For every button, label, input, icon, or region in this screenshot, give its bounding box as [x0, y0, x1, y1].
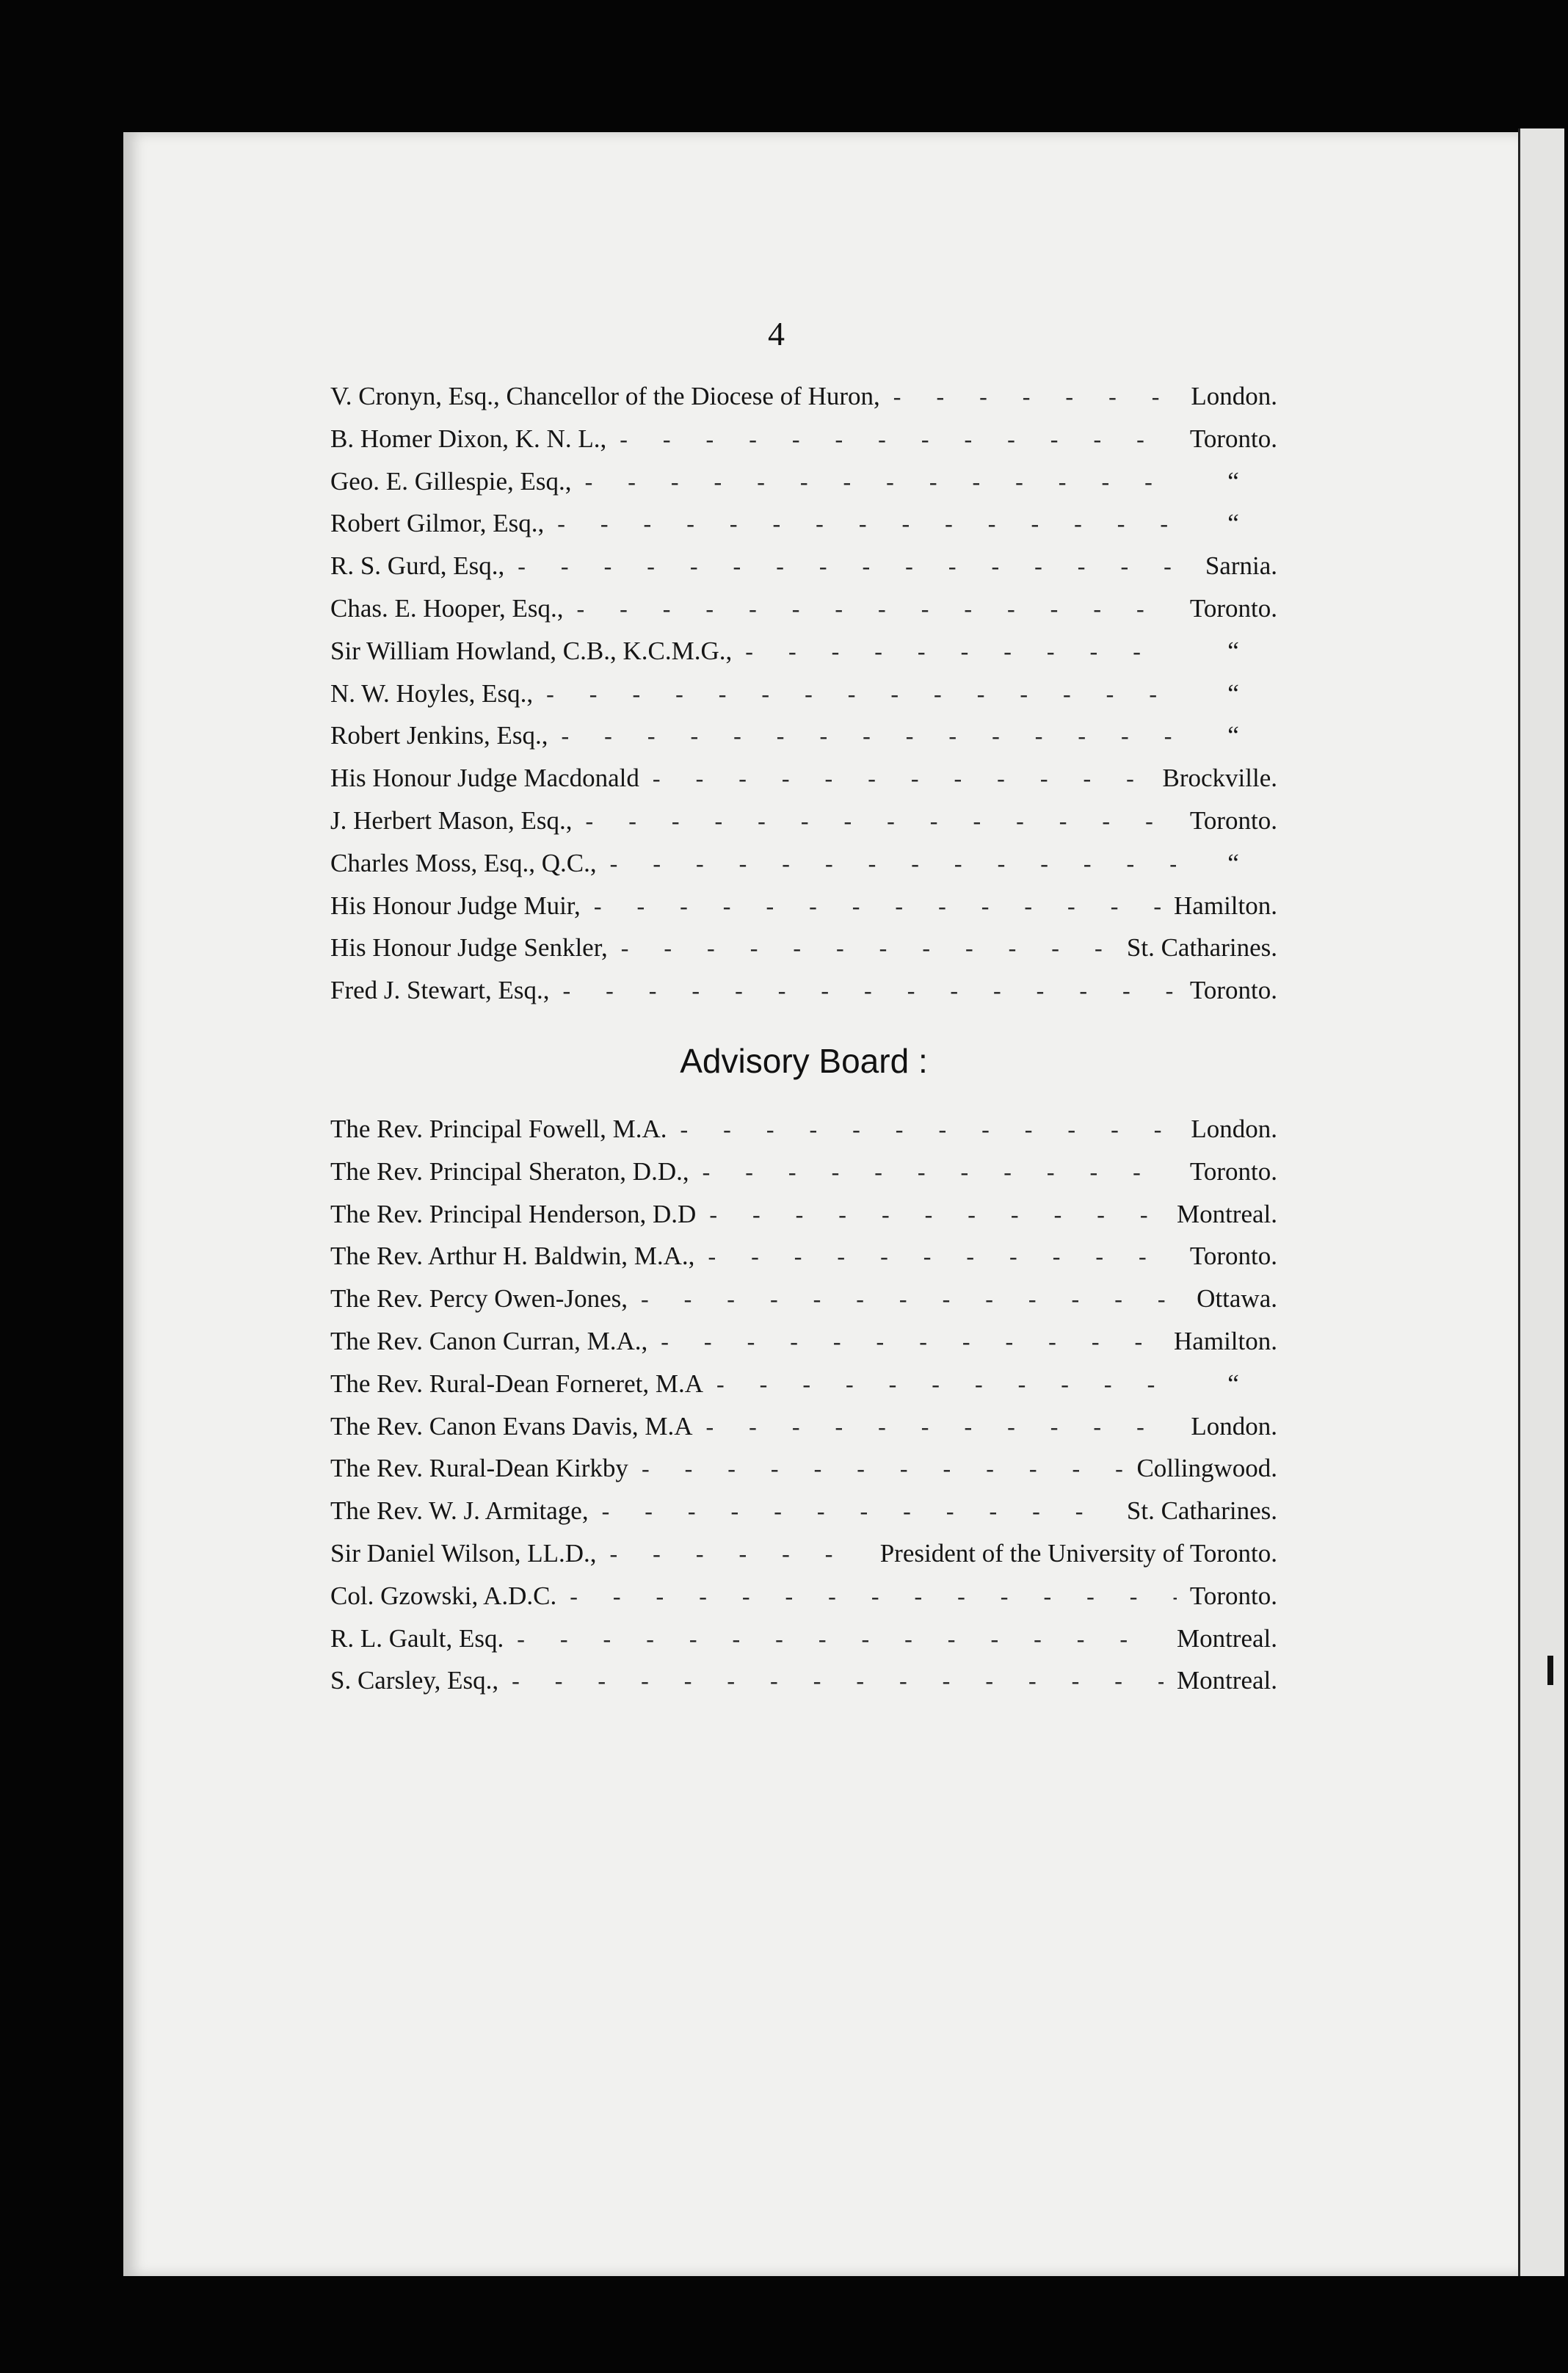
entry-place: Brockville. — [1162, 764, 1277, 793]
dot-leader — [661, 1328, 1161, 1355]
page-edge-mark — [1547, 1656, 1553, 1685]
entry-place: Toronto. — [1189, 424, 1277, 453]
list-item — [330, 594, 1277, 637]
entry-name: The Rev. Principal Fowell, M.A. — [330, 1115, 667, 1143]
entry-name: Chas. E. Hooper, Esq., — [330, 593, 564, 623]
dot-leader — [610, 850, 1176, 877]
dot-leader — [642, 1455, 1124, 1482]
entry-place: St. Catharines. — [1126, 1496, 1277, 1526]
list-item — [330, 1242, 1277, 1284]
entry-name: R. L. Gault, Esq. — [330, 1623, 504, 1653]
dot-leader — [745, 638, 1176, 665]
facing-page-edge — [1518, 128, 1564, 2276]
entry-place: London. — [1191, 1115, 1277, 1143]
entry-place: “ — [1227, 678, 1239, 708]
list-item — [330, 1496, 1277, 1539]
dot-leader — [610, 1540, 867, 1568]
list-item — [330, 467, 1277, 510]
dot-leader — [570, 1583, 1177, 1610]
list-item — [330, 764, 1277, 806]
dot-leader — [562, 977, 1176, 1004]
entry-name: N. W. Hoyles, Esq., — [330, 678, 534, 708]
dot-leader — [708, 1243, 1176, 1270]
entry-name: The Rev. Canon Curran, M.A., — [330, 1326, 648, 1355]
entry-place: “ — [1227, 509, 1239, 538]
dot-leader — [518, 553, 1192, 580]
entry-place: Toronto. — [1189, 976, 1277, 1005]
list-item — [330, 933, 1277, 976]
list-item — [330, 1327, 1277, 1369]
entry-name: The Rev. Canon Evans Davis, M.A — [330, 1411, 693, 1441]
list-item — [330, 679, 1277, 722]
entry-name: His Honour Judge Senkler, — [330, 933, 608, 963]
entry-name: His Honour Judge Macdonald — [330, 764, 639, 793]
entry-name: Robert Gilmor, Esq., — [330, 509, 545, 538]
entry-place: Toronto. — [1189, 1156, 1277, 1186]
entry-name: The Rev. Arthur H. Baldwin, M.A., — [330, 1242, 695, 1271]
entry-name: The Rev. Principal Henderson, D.D — [330, 1199, 697, 1228]
dot-leader — [546, 681, 1176, 708]
list-item — [330, 1582, 1277, 1624]
advisory-board-heading: Advisory Board : — [680, 1042, 928, 1080]
entry-name: Col. Gzowski, A.D.C. — [330, 1581, 557, 1610]
list-item — [330, 1157, 1277, 1200]
dot-leader — [703, 1159, 1177, 1186]
list-item — [330, 382, 1277, 424]
entry-place: Toronto. — [1189, 805, 1277, 835]
list-item — [330, 509, 1277, 551]
dot-leader — [586, 808, 1177, 835]
dot-leader — [680, 1116, 1178, 1143]
dot-leader — [557, 510, 1176, 537]
list-item — [330, 637, 1277, 679]
entry-place: Montreal. — [1176, 1666, 1277, 1695]
entry-place: “ — [1227, 1369, 1239, 1398]
entry-place: Sarnia. — [1205, 551, 1277, 581]
dot-leader — [716, 1371, 1176, 1398]
entry-place: London. — [1191, 1411, 1277, 1441]
entry-place: President of the University of Toronto. — [879, 1538, 1277, 1568]
list-item — [330, 1539, 1277, 1582]
dot-leader — [576, 595, 1176, 623]
list-item — [330, 1454, 1277, 1496]
entry-place: Toronto. — [1189, 593, 1277, 623]
list-item — [330, 721, 1277, 764]
entry-name: R. S. Gurd, Esq., — [330, 551, 505, 581]
dot-leader — [585, 468, 1176, 496]
entry-name: The Rev. Rural-Dean Kirkby — [330, 1454, 628, 1483]
entry-place: “ — [1227, 848, 1239, 877]
entry-place: “ — [1227, 466, 1239, 496]
entry-place: Montreal. — [1176, 1199, 1277, 1228]
dot-leader — [653, 765, 1150, 792]
dot-leader — [893, 383, 1178, 410]
list-item — [330, 424, 1277, 467]
entry-name: J. Herbert Mason, Esq., — [330, 805, 573, 835]
entry-name: B. Homer Dixon, K. N. L., — [330, 424, 607, 453]
list-item — [330, 1200, 1277, 1242]
entry-name: Robert Jenkins, Esq., — [330, 721, 548, 750]
dot-leader — [562, 722, 1176, 750]
entry-place: Collingwood. — [1136, 1454, 1277, 1483]
dot-leader — [641, 1286, 1183, 1313]
dot-leader — [602, 1498, 1114, 1525]
list-item — [330, 1412, 1277, 1454]
dot-leader — [512, 1667, 1164, 1695]
council-list — [330, 382, 1277, 1018]
list-item — [330, 1369, 1277, 1412]
entry-name: Fred J. Stewart, Esq., — [330, 976, 550, 1005]
list-item — [330, 1666, 1277, 1709]
entry-place: Montreal. — [1176, 1623, 1277, 1653]
dot-leader — [594, 893, 1161, 920]
entry-name: Geo. E. Gillespie, Esq., — [330, 466, 572, 496]
list-item — [330, 849, 1277, 891]
dot-leader — [621, 935, 1114, 962]
entry-name: The Rev. Rural-Dean Forneret, M.A — [330, 1369, 703, 1398]
entry-name: Charles Moss, Esq., Q.C., — [330, 848, 597, 877]
list-item — [330, 551, 1277, 594]
entry-name: Sir Daniel Wilson, LL.D., — [330, 1538, 597, 1568]
entry-name: The Rev. W. J. Armitage, — [330, 1496, 589, 1526]
entry-place: Hamilton. — [1174, 1326, 1277, 1355]
list-item — [330, 1284, 1277, 1327]
advisory-board-list — [330, 1115, 1277, 1709]
entry-place: Ottawa. — [1197, 1284, 1277, 1314]
dot-leader — [517, 1626, 1164, 1653]
dot-leader — [709, 1201, 1164, 1228]
dot-leader — [620, 426, 1177, 453]
list-item — [330, 1624, 1277, 1667]
dot-leader — [706, 1413, 1178, 1441]
entry-place: St. Catharines. — [1126, 933, 1277, 963]
page-number: 4 — [768, 315, 785, 352]
entry-place: London. — [1191, 382, 1277, 410]
list-item — [330, 806, 1277, 849]
entry-place: “ — [1227, 636, 1239, 665]
entry-name: The Rev. Percy Owen-Jones, — [330, 1284, 628, 1314]
entry-name: S. Carsley, Esq., — [330, 1666, 499, 1695]
entry-name: The Rev. Principal Sheraton, D.D., — [330, 1156, 689, 1186]
entry-name: Sir William Howland, C.B., K.C.M.G., — [330, 636, 733, 665]
entry-name: V. Cronyn, Esq., Chancellor of the Diocese of Huron, — [330, 382, 880, 410]
list-item — [330, 1115, 1277, 1157]
list-item — [330, 891, 1277, 934]
list-item — [330, 976, 1277, 1018]
entry-place: “ — [1227, 721, 1239, 750]
entry-place: Hamilton. — [1174, 891, 1277, 920]
entry-place: Toronto. — [1189, 1242, 1277, 1271]
entry-name: His Honour Judge Muir, — [330, 891, 581, 920]
entry-place: Toronto. — [1189, 1581, 1277, 1610]
